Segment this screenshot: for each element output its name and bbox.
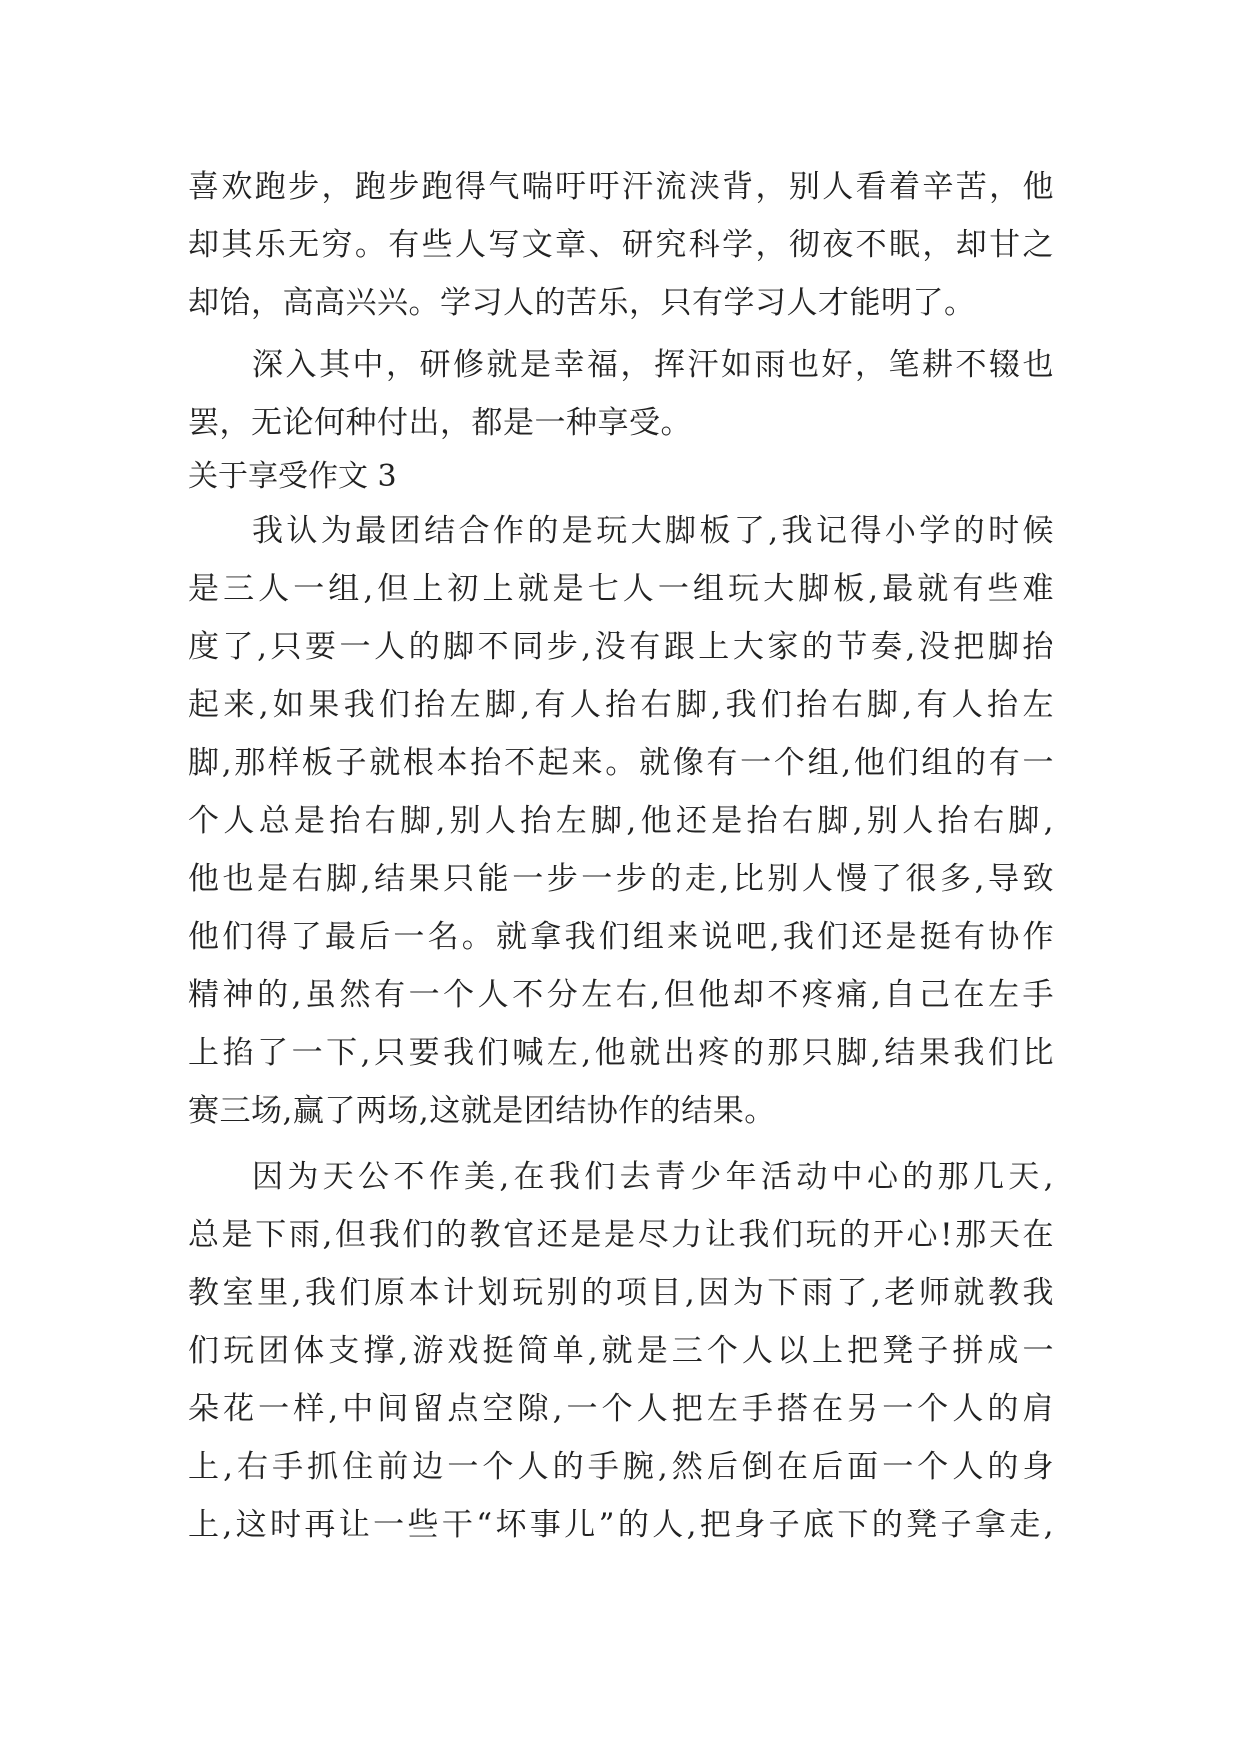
paragraph-line: 他也是右脚,结果只能一步一步的走,比别人慢了很多,导致 — [188, 861, 1054, 897]
paragraph-line: 起来,如果我们抬左脚,有人抬右脚,我们抬右脚,有人抬左 — [188, 687, 1054, 723]
paragraph-line: 们玩团体支撑,游戏挺简单,就是三个人以上把凳子拼成一 — [188, 1333, 1054, 1369]
paragraph-line: 精神的,虽然有一个人不分左右,但他却不疼痛,自己在左手 — [188, 977, 1054, 1013]
paragraph-line: 深入其中，研修就是幸福，挥汗如雨也好，笔耕不辍也 — [252, 347, 1054, 383]
paragraph-line: 他们得了最后一名。就拿我们组来说吧,我们还是挺有协作 — [188, 919, 1054, 955]
paragraph-line: 个人总是抬右脚,别人抬左脚,他还是抬右脚,别人抬右脚, — [188, 803, 1054, 839]
paragraph-line: 喜欢跑步，跑步跑得气喘吁吁汗流浃背，别人看着辛苦，他 — [188, 169, 1054, 205]
paragraph-line: 教室里,我们原本计划玩别的项目,因为下雨了,老师就教我 — [188, 1275, 1054, 1311]
paragraph-line: 度了,只要一人的脚不同步,没有跟上大家的节奏,没把脚抬 — [188, 629, 1054, 665]
paragraph-line: 是三人一组,但上初上就是七人一组玩大脚板,最就有些难 — [188, 571, 1054, 607]
paragraph-line: 因为天公不作美,在我们去青少年活动中心的那几天, — [252, 1159, 1054, 1195]
section-heading: 关于享受作文 3 — [188, 459, 397, 494]
paragraph-line: 上,这时再让一些干“坏事儿”的人,把身子底下的凳子拿走, — [188, 1507, 1054, 1543]
paragraph-line: 朵花一样,中间留点空隙,一个人把左手搭在另一个人的肩 — [188, 1391, 1054, 1427]
paragraph-line: 却饴，高高兴兴。学习人的苦乐，只有学习人才能明了。 — [188, 285, 976, 321]
paragraph-line: 赛三场,赢了两场,这就是团结协作的结果。 — [188, 1093, 776, 1129]
paragraph-line: 上掐了一下,只要我们喊左,他就出疼的那只脚,结果我们比 — [188, 1035, 1054, 1071]
paragraph-line: 上,右手抓住前边一个人的手腕,然后倒在后面一个人的身 — [188, 1449, 1054, 1485]
paragraph-line: 脚,那样板子就根本抬不起来。就像有一个组,他们组的有一 — [188, 745, 1054, 781]
document-body — [188, 158, 1054, 1554]
paragraph-line: 却其乐无穷。有些人写文章、研究科学，彻夜不眠，却甘之 — [188, 227, 1054, 263]
paragraph-line: 罢，无论何种付出，都是一种享受。 — [188, 405, 692, 441]
paragraph-line: 我认为最团结合作的是玩大脚板了,我记得小学的时候 — [252, 513, 1054, 549]
paragraph-line: 总是下雨,但我们的教官还是是尽力让我们玩的开心!那天在 — [188, 1217, 1054, 1253]
